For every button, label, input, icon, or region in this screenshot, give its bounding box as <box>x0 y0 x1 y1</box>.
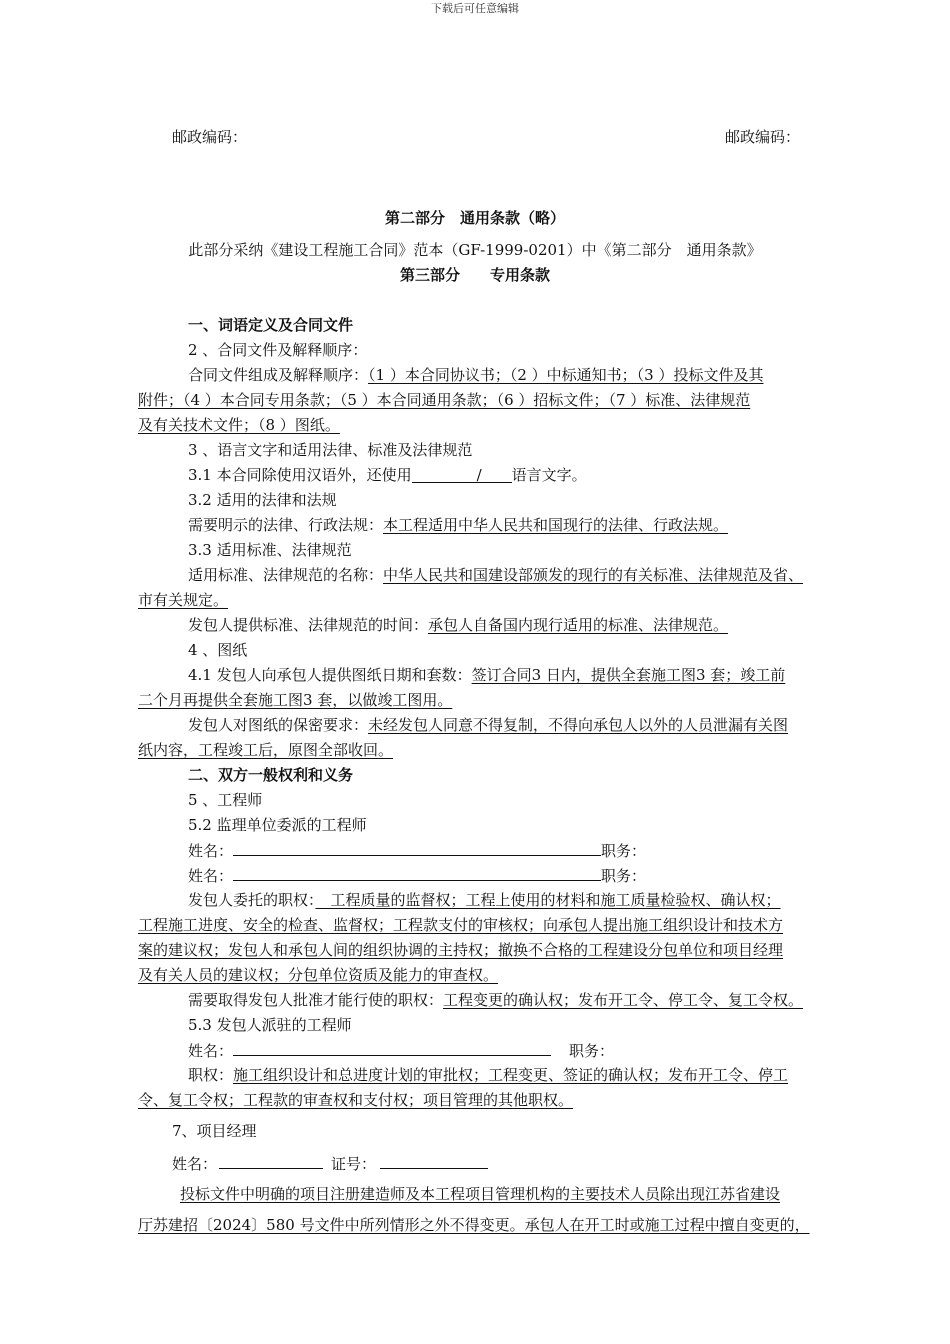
pm-cert-blank <box>380 1152 488 1169</box>
standards-time-line <box>188 614 728 635</box>
power-label: 职权： <box>188 1066 234 1084</box>
clause-5-title: 5 、工程师 <box>188 791 263 809</box>
authority-label: 发包人委托的职权： <box>188 891 316 909</box>
approval-label: 需要取得发包人批准才能行使的职权： <box>188 991 444 1009</box>
contract-docs-line3: 及有关技术文件；（8 ）图纸。 <box>138 416 340 434</box>
power-value: 施工组织设计和总进度计划的审批权；工程变更、签证的确认权；发布开工令、停工 <box>233 1066 789 1084</box>
drawings-label: 4.1 发包人向承包人提供图纸日期和套数： <box>188 666 472 684</box>
name-label: 姓名： <box>188 1042 234 1060</box>
confidential-line1 <box>188 714 788 735</box>
drawings-line2: 二个月再提供全套施工图3 套，以做竣工图用。 <box>138 691 453 709</box>
pm-name-blank <box>219 1152 323 1169</box>
contract-docs-line1 <box>188 364 763 385</box>
clause-3-1-suffix: 语言文字。 <box>511 466 587 484</box>
clause-3-2: 3.2 适用的法律和法规 <box>188 491 337 509</box>
clause-5-2: 5.2 监理单位委派的工程师 <box>188 816 367 834</box>
duty-label: 职务： <box>601 842 647 860</box>
section1-title: 一、词语定义及合同文件 <box>188 316 354 334</box>
contract-docs-value: （1 ）本合同协议书；（2 ）中标通知书；（3 ）投标文件及其 <box>368 366 764 384</box>
approval-value: 工程变更的确认权；发布开工令、停工令、复工令权。 <box>443 991 804 1009</box>
authority-line1 <box>188 889 781 910</box>
laws-label: 需要明示的法律、行政法规： <box>188 516 384 534</box>
duty-label: 职务： <box>569 1042 615 1060</box>
name-blank <box>233 1039 551 1056</box>
pm-cert-label: 证号： <box>331 1155 377 1173</box>
name-label: 姓名： <box>188 842 234 860</box>
clause-2-title: 2 、合同文件及解释顺序： <box>188 341 368 359</box>
duty-label: 职务： <box>601 867 647 885</box>
part3-title: 第三部分 专用条款 <box>399 266 550 284</box>
clause-3-1 <box>188 464 587 485</box>
clause-3-3: 3.3 适用标准、法律规范 <box>188 541 352 559</box>
section2-title: 二、双方一般权利和义务 <box>188 766 354 784</box>
engineer-row-2 <box>188 864 646 886</box>
clause-3-1-text: 3.1 本合同除使用汉语外，还使用 <box>188 466 412 484</box>
contract-docs-line2: 附件；（4 ）本合同专用条款；（5 ）本合同通用条款；（6 ）招标文件；（7 ）标准、法律规范 <box>138 391 751 409</box>
postal-code-right: 邮政编码： <box>725 128 801 146</box>
authority-line2: 工程施工进度、安全的检查、监督权；工程款支付的审核权；向承包人提出施工组织设计和技术方 <box>138 916 784 934</box>
postal-code-left: 邮政编码： <box>172 128 248 146</box>
standards-label: 适用标准、法律规范的名称： <box>188 566 384 584</box>
clause-7-title: 7、项目经理 <box>172 1122 257 1140</box>
drawings-value: 签订合同3 日内，提供全套施工图3 套；竣工前 <box>471 666 786 684</box>
pm-text-line2: 厅苏建招〔2024〕580 号文件中所列情形之外不得变更。承包人在开工时或施工过程中擅自变更的， <box>138 1216 810 1234</box>
laws-value: 本工程适用中华人民共和国现行的法律、行政法规。 <box>383 516 729 534</box>
clause-5-3: 5.3 发包人派驻的工程师 <box>188 1016 352 1034</box>
power-line1 <box>188 1064 788 1085</box>
confidential-line2: 纸内容，工程竣工后，原图全部收回。 <box>138 741 394 759</box>
page-header: 下载后可任意编辑 <box>431 2 519 15</box>
contract-docs-label: 合同文件组成及解释顺序： <box>188 366 369 384</box>
confidential-value: 未经发包人同意不得复制，不得向承包人以外的人员泄漏有关图 <box>368 716 789 734</box>
authority-line3: 案的建议权；发包人和承包人间的组织协调的主持权；撤换不合格的工程建设分包单位和项目经理 <box>138 941 784 959</box>
language-blank <box>412 466 512 483</box>
clause-3-title: 3 、语言文字和适用法律、标准及法律规范 <box>188 441 473 459</box>
standards-time-label: 发包人提供标准、法律规范的时间： <box>188 616 429 634</box>
power-line2: 令、复工令权；工程款的审查权和支付权；项目管理的其他职权。 <box>138 1091 574 1109</box>
part2-title: 第二部分 通用条款（略） <box>384 209 565 227</box>
laws-line <box>188 514 728 535</box>
approval-line <box>188 989 803 1010</box>
standards-time-value: 承包人自备国内现行适用的标准、法律规范。 <box>428 616 729 634</box>
confidential-label: 发包人对图纸的保密要求： <box>188 716 369 734</box>
pm-row <box>172 1152 488 1174</box>
standards-line2: 市有关规定。 <box>138 591 229 609</box>
authority-line4: 及有关人员的建议权；分包单位资质及能力的审查权。 <box>138 966 499 984</box>
authority-value: 工程质量的监督权；工程上使用的材料和施工质量检验权、确认权； <box>315 891 781 909</box>
standards-line1 <box>188 564 803 585</box>
name-label: 姓名： <box>188 867 234 885</box>
employer-engineer-row <box>188 1039 614 1061</box>
name-blank <box>233 839 601 856</box>
drawings-line1 <box>188 664 785 685</box>
name-blank <box>233 864 601 881</box>
part2-note: 此部分采纳《建设工程施工合同》范本（GF-1999-0201）中《第二部分 通用条款》 <box>188 241 762 259</box>
language-value: / <box>476 466 482 484</box>
clause-4-title: 4 、图纸 <box>188 641 248 659</box>
standards-value: 中华人民共和国建设部颁发的现行的有关标准、法律规范及省、 <box>383 566 804 584</box>
pm-name-label: 姓名： <box>172 1155 218 1173</box>
engineer-row-1 <box>188 839 646 861</box>
pm-text-line1: 投标文件中明确的项目注册建造师及本工程项目管理机构的主要技术人员除出现江苏省建设 <box>180 1185 781 1203</box>
